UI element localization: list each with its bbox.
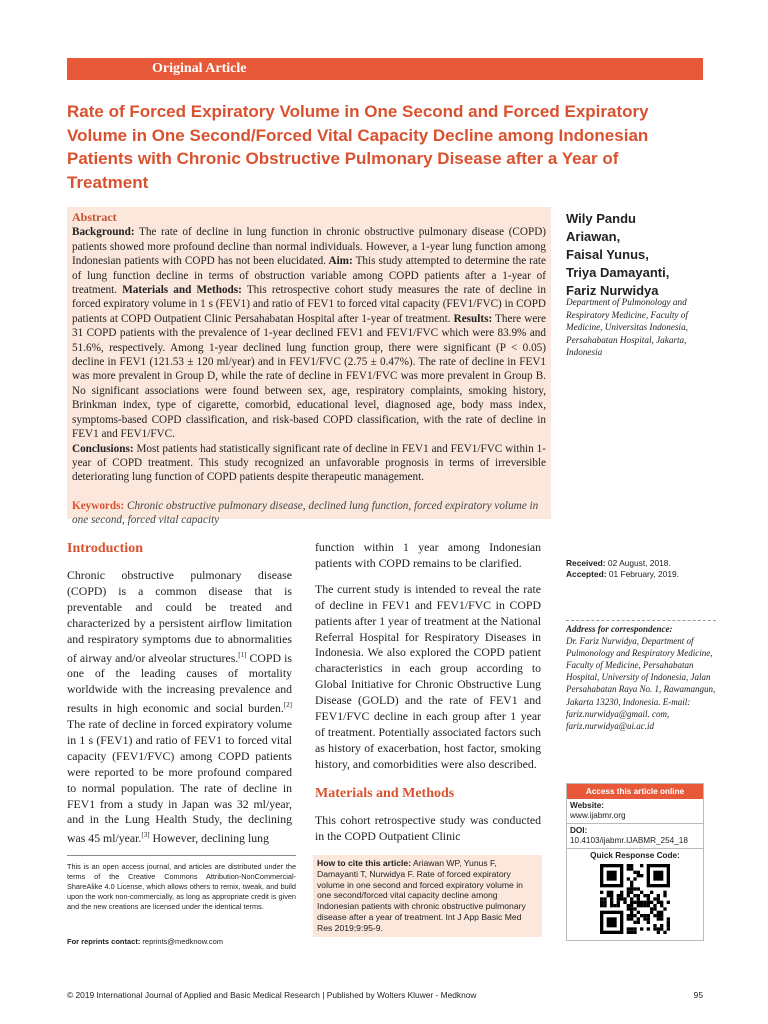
doi-row [567, 824, 703, 849]
received-date: 02 August, 2018. [605, 558, 671, 568]
article-dates [566, 558, 679, 580]
author-line: Faisal Yunus, [566, 247, 649, 262]
citation-ref[interactable]: [3] [141, 831, 150, 840]
author-list [566, 210, 716, 300]
intro-text: However, declining lung [149, 831, 269, 846]
cite-label: How to cite this article: [317, 858, 412, 868]
received-label: Received: [566, 558, 606, 568]
correspondence [566, 620, 716, 732]
author-line: Triya Damayanti, [566, 265, 670, 280]
body-paragraph: This cohort retrospective study was conducted in the COPD Outpatient Clinic [315, 812, 541, 843]
doi-link[interactable]: 10.4103/ijabmr.IJABMR_254_18 [570, 836, 688, 845]
background-label: Background: [72, 226, 135, 239]
abstract-body [72, 225, 546, 484]
article-type-label: Original Article [152, 61, 247, 76]
keywords-label: Keywords: [72, 499, 125, 512]
abstract-heading: Abstract [72, 210, 117, 224]
website-link[interactable]: www.ijabmr.org [570, 811, 626, 820]
author-line: Wily Pandu [566, 211, 636, 226]
copyright-text: © 2019 International Journal of Applied and Basic Medical Research | Published by Wolters Kluwer - Medknow [67, 990, 477, 1000]
keywords-text: Chronic obstructive pulmonary disease, declined lung function, forced expiratory volume in one second, forced vital capacity [72, 499, 539, 527]
intro-text: The rate of decline in forced expiratory volume in 1 s (FEV1) and ratio of FEV1 to forced vital capacity (FEV1/FVC) among COPD patients were reported to be more profound compared to normal population. The rate of decline in FEV1 from a study in Japan was 32 ml/year, and in the Lung Health Study, the declining was 45 ml/year. [67, 717, 292, 846]
website-row [567, 799, 703, 824]
citation-ref[interactable]: [2] [283, 701, 292, 710]
license-note: This is an open access journal, and articles are distributed under the terms of the Creative Commons Attribution-NonCommercial-ShareAlike 4.0 License, which allows others to remix, tweak, and build upon the work non-commercially, as long as appropriate credit is given and the new creations are licensed under the identical terms. [67, 855, 296, 912]
reprints-contact [67, 937, 223, 946]
column-right [315, 540, 541, 845]
how-to-cite-box [313, 855, 542, 937]
access-online-box [566, 783, 704, 941]
conclusions-label: Conclusions: [72, 442, 134, 455]
qr-label: Quick Response Code: [590, 851, 680, 860]
accepted-date: 01 February, 2019. [606, 569, 679, 579]
column-left [67, 540, 292, 847]
cite-text: Ariawan WP, Yunus F, Damayanti T, Nurwidya F. Rate of forced expiratory volume in one second and forced expiratory volume in one second/forced vital capacity decline among Indonesian patients with chronic obstructive pulmonary disease after a year of treatment. Int J App Basic Med Res 2019;9:95-9. [317, 858, 526, 933]
reprints-label: For reprints contact: [67, 937, 141, 946]
website-label: Website: [570, 801, 604, 810]
article-title: Rate of Forced Expiratory Volume in One Second and Forced Expiratory Volume in One Second/Forced Vital Capacity Decline among Indonesian Patients with Chronic Obstructive Pulmonary Disease after a Year of Treatment [67, 102, 649, 192]
aim-label: Aim: [326, 255, 353, 268]
page-footer [67, 990, 703, 1000]
body-paragraph: function within 1 year among Indonesian patients with COPD remains to be clarified. [315, 540, 541, 570]
introduction-paragraph [67, 568, 292, 847]
correspondence-text: Dr. Fariz Nurwidya, Department of Pulmonology and Respiratory Medicine, Faculty of Medicine, Persahabatan Hospital, University of Indonesia, Jalan Persahabatan Raya No. 1, Rawamangun, Jakarta 13230, Indonesia. E-mail: fariz.nurwidya@gmail. com, fariz.nurwidya@ui.ac.id [566, 636, 716, 731]
doi-label: DOI: [570, 826, 588, 835]
results-label: Results: [450, 312, 493, 325]
body-paragraph: The current study is intended to reveal the rate of decline in FEV1 and FEV1/FVC in COPD patients after 1 year of treatment at the National Referral Hospital for Respiratory Diseases in Indonesia. We also explored the COPD patient characteristics in each group according to Global Initiative for Chronic Obstructive Lung Disease (GOLD) and the rate of FEV1 and FEV1/FVC decline in each group after 1 year of treatment. Potentially associated factors such as history of exacerbation, host factor, smoking history, and comorbidities were also described. [315, 581, 542, 771]
methods-text: This retrospective cohort study measures the rate of decline in forced expiratory volume in 1 s (FEV1) and ratio of FEV1 to forced vital capacity (FEV1/FVC) in COPD patients at COPD Outpatient Clinic Persahabatan Hospital after 1-year of treatment. [72, 284, 546, 325]
author-line: Ariawan, [566, 229, 621, 244]
page-number: 95 [693, 990, 703, 1000]
correspondence-heading: Address for correspondence: [566, 624, 673, 634]
conclusions-text: Most patients had statistically significant rate of decline in FEV1 and FEV1/FVC within 1-year of COPD treatment. This study recognized an unfavorable prognosis in terms of irreversible deteriorating lung function of COPD patients despite therapeutic management. [72, 442, 546, 484]
methods-label: Materials and Methods: [117, 284, 242, 297]
affiliation: Department of Pulmonology and Respiratory Medicine, Faculty of Medicine, Universitas Indonesia, Persahabatan Hospital, Jakarta, Indonesia [566, 297, 688, 358]
aim-text: This study attempted to determine the rate of lung function decline in terms of obstruction variable among COPD patients after a 1-year of treatment. [72, 255, 546, 297]
citation-ref[interactable]: [1] [238, 650, 247, 659]
accepted-label: Accepted: [566, 569, 607, 579]
methods-heading: Materials and Methods [315, 785, 455, 801]
results-text: There were 31 COPD patients with the prevalence of 1-year declined FEV1 and FEV1/FVC which were 83.9% and 51.6%, respectively. Among 1-year declined lung function group, there were significant (P < 0.05) decline in FEV1 (121.53 ± 120 ml/year) and in FEV1/FVC (2.75 ± 0.47%). The rate of decline in FEV1 was more prevalent in Group D, while the rate of decline in FEV1/FVC was more prevalent in Group B. No significant associations were found between sex, age, respiratory complaints, smoking history, Brinkman index, type of cigarette, comorbid, educational level, diagnosed age, body mass index, symptoms-based COPD classification, and risk-based COPD classification, with the rate of decline in FEV1 and FEV1/FVC. [72, 312, 546, 441]
author-line: Fariz Nurwidya [566, 283, 659, 298]
introduction-heading: Introduction [67, 541, 143, 556]
qr-code-icon[interactable] [600, 864, 670, 934]
intro-text: Chronic obstructive pulmonary disease (COPD) is a common disease that is preventable and could be treated and characterized by a persistent airflow limitation and respiratory symptoms due to abnormalities of airway and/or alveolar structures. [67, 568, 292, 665]
access-heading: Access this article online [567, 784, 703, 799]
keywords [72, 499, 546, 528]
intro-text: COPD is one of the leading causes of mortality worldwide with the increasing prevalence and results in high economic and social burden. [67, 650, 292, 716]
abstract-box [67, 207, 551, 527]
background-text: The rate of decline in lung function in chronic obstructive pulmonary disease (COPD) patients showed more profound decline than normal individuals. However, a 1-year lung function among Indonesian patients with COPD has not been elucidated. [72, 226, 546, 268]
reprints-email[interactable]: reprints@medknow.com [140, 937, 223, 946]
